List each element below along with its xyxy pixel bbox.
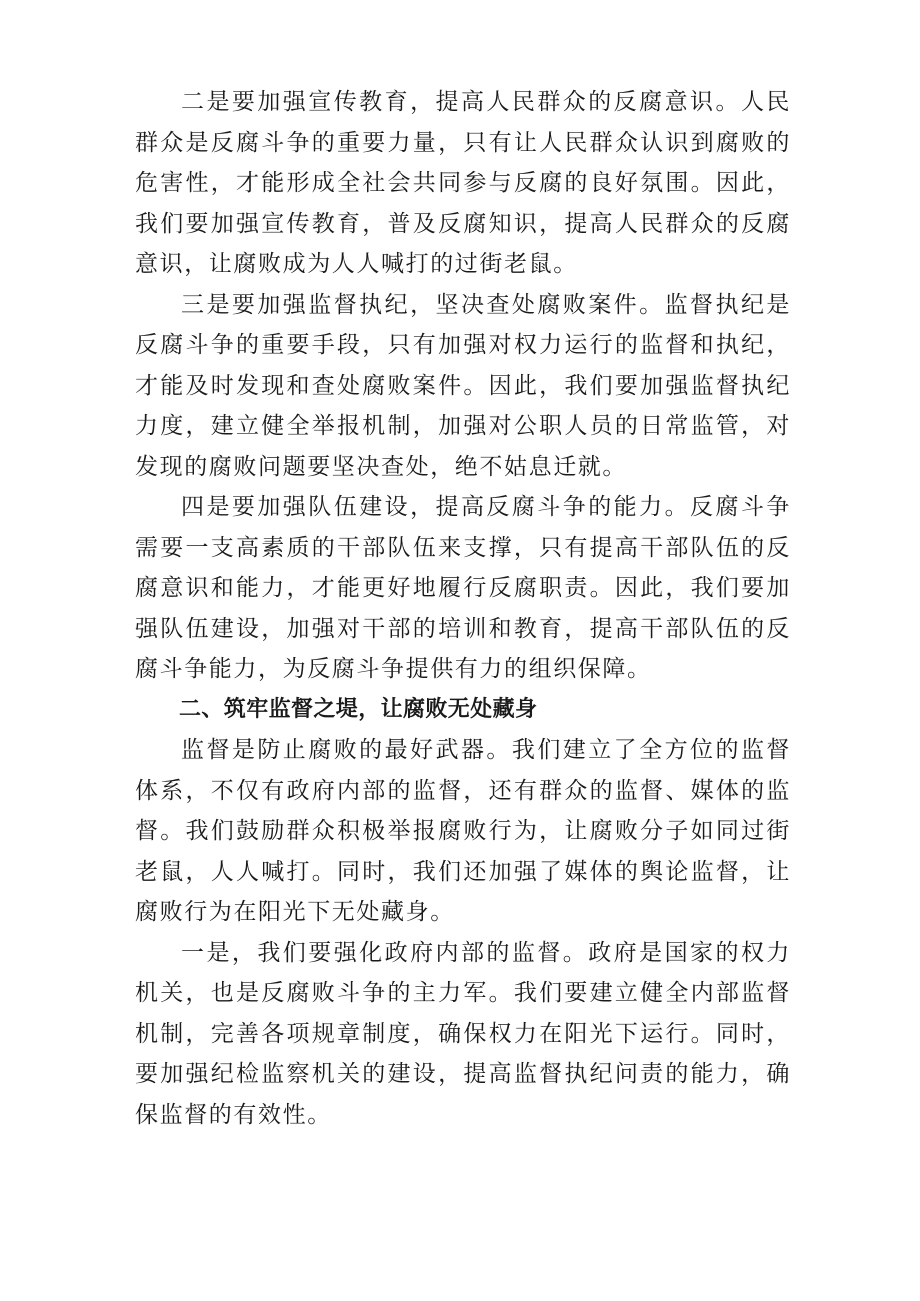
paragraph-publicity-education: 二是要加强宣传教育，提高人民群众的反腐意识。人民群众是反腐斗争的重要力量，只有让人民群众认识到腐败的危害性，才能形成全社会共同参与反腐的良好氛围。因此，我们要加强宣传教育，普及反腐知识，提高人民群众的反腐意识，让腐败成为人人喊打的过街老鼠。 [135,89,791,277]
paragraph-team-building: 四是要加强队伍建设，提高反腐斗争的能力。反腐斗争需要一支高素质的干部队伍来支撑，只有提高干部队伍的反腐意识和能力，才能更好地履行反腐职责。因此，我们要加强队伍建设，加强对干部的培训和教育，提高干部队伍的反腐斗争能力，为反腐斗争提供有力的组织保障。 [135,494,791,682]
paragraph-supervision-discipline: 三是要加强监督执纪，坚决查处腐败案件。监督执纪是反腐斗争的重要手段，只有加强对权力运行的监督和执纪，才能及时发现和查处腐败案件。因此，我们要加强监督执纪力度，建立健全举报机制，加强对公职人员的日常监管，对发现的腐败问题要坚决查处，绝不姑息迁就。 [135,291,791,480]
paragraph-internal-supervision: 一是，我们要强化政府内部的监督。政府是国家的权力机关，也是反腐败斗争的主力军。我们要建立健全内部监督机制，完善各项规章制度，确保权力在阳光下运行。同时，要加强纪检监察机关的建设，提高监督执纪问责的能力，确保监督的有效性。 [135,939,791,1128]
paragraph-supervision-weapon: 监督是防止腐败的最好武器。我们建立了全方位的监督体系，不仅有政府内部的监督，还有群众的监督、媒体的监督。我们鼓励群众积极举报腐败行为，让腐败分子如同过街老鼠，人人喊打。同时，我们还加强了媒体的舆论监督，让腐败行为在阳光下无处藏身。 [135,737,791,925]
document-body [135,82,791,1135]
section-heading: 二、筑牢监督之堤，让腐败无处藏身 [179,696,538,722]
